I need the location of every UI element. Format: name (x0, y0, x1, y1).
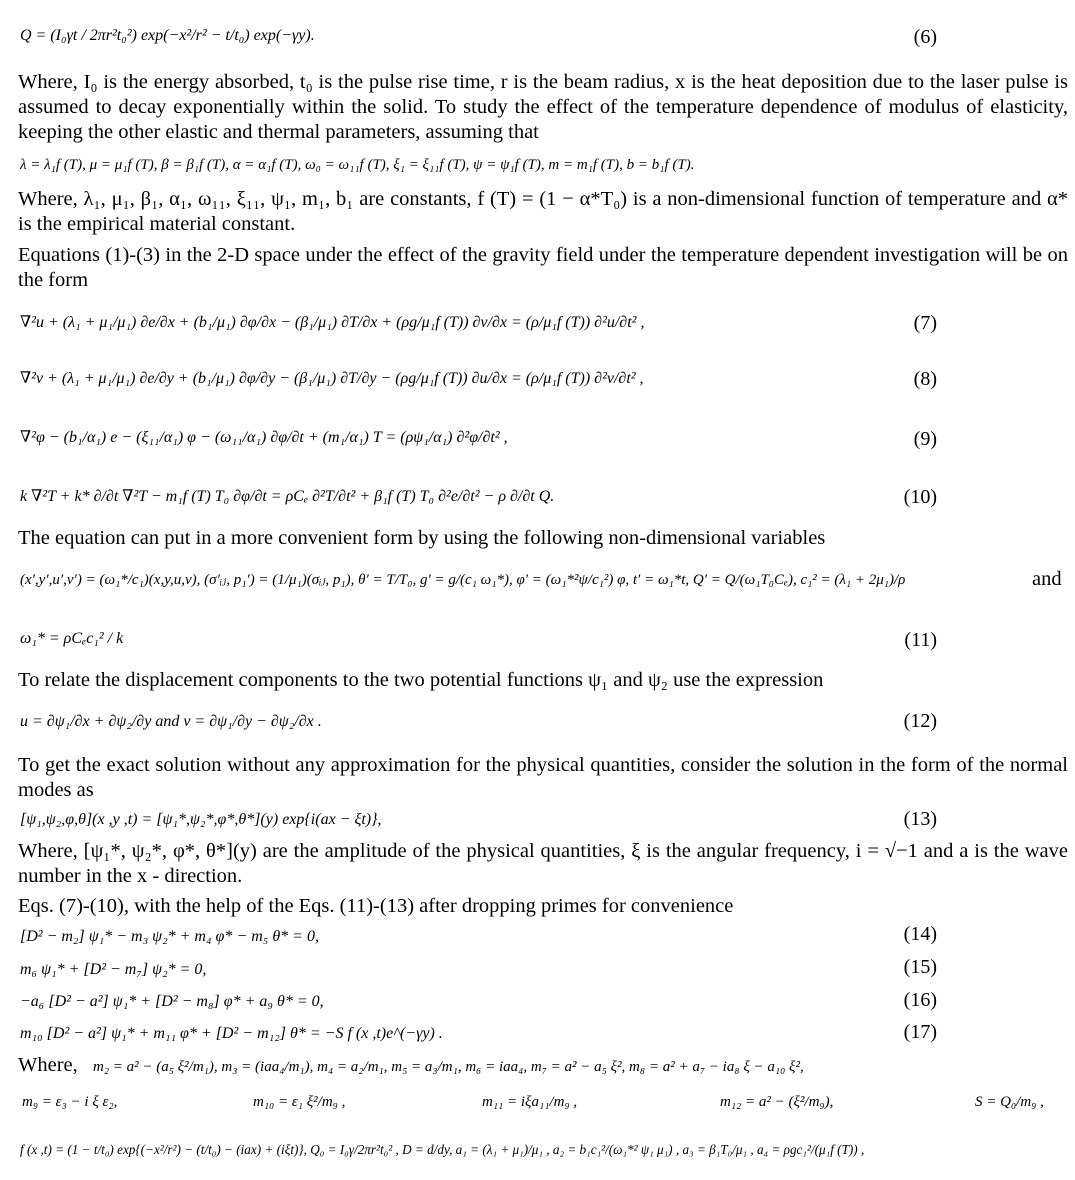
equation-10: k ∇²T + k* ∂/∂t ∇²T − m₁f (T) T₀ ∂φ/∂t = ρCₑ ∂²T/∂t² + β₁f (T) T₀ ∂²e/∂t² − ρ ∂/∂t Q. (20, 488, 555, 505)
equation-number-6: (6) (913, 26, 937, 48)
equation-temperature-dependence: λ = λ₁f (T), μ = μ₁f (T), β = β₁f (T), α = α₁f (T), ω₀ = ω₁₁f (T), ξ₁ = ξ₁₁f (T), ψ = ψ₁f (T), m = m₁f (T), b = b₁f (T). (20, 157, 695, 173)
paragraph-dropping-primes: Eqs. (7)-(10), with the help of the Eqs. (11)-(13) after dropping primes for convenience (18, 895, 734, 917)
definition-s: S = Q₀/m₉ , (975, 1094, 1044, 1110)
paragraph-exact-solution: To get the exact solution without any approximation for the physical quantities, consider the solution in the form of the normal modes as (18, 754, 1068, 801)
equation-7: ∇²u + (λ₁ + μ₁/μ₁) ∂e/∂x + (b₁/μ₁) ∂φ/∂x − (β₁/μ₁) ∂T/∂x + (ρg/μ₁f (T)) ∂v/∂x = (ρ/μ₁f (T)) ∂²u/∂t² , (20, 314, 645, 331)
paragraph-non-dimensional: The equation can put in a more convenient form by using the following non-dimensional variables (18, 527, 826, 549)
equation-15: m₆ ψ₁* + [D² − m₇] ψ₂* = 0, (20, 961, 207, 978)
equation-11-omega: ω₁* = ρCₑc₁² / k (20, 630, 124, 647)
equation-number-17: (17) (903, 1021, 937, 1043)
equation-17: m₁₀ [D² − a²] ψ₁* + m₁₁ φ* + [D² − m₁₂] θ* = −S f (x ,t)e^(−γy) . (20, 1025, 443, 1042)
definition-m9: m₉ = ε₃ − i ξ ε₂, (22, 1094, 118, 1110)
equation-number-11: (11) (904, 629, 937, 651)
paragraph-where-energy: Where, I₀ is the energy absorbed, t₀ is the pulse rise time, r is the beam radius, x is the heat deposition due to the laser pulse is assumed to decay exponentially within the solid. To study the effect of the temperature dependence of modulus of elasticity, keeping the other elastic and thermal parameters, assuming that (18, 71, 1068, 143)
equation-12: u = ∂ψ₁/∂x + ∂ψ₂/∂y and v = ∂ψ₁/∂y − ∂ψ₂/∂x . (20, 713, 322, 730)
paragraph-where-constants: Where, λ₁, μ₁, β₁, α₁, ω₁₁, ξ₁₁, ψ₁, m₁, b₁ are constants, f (T) = (1 − α*T₀) is a non-dimensional function of temperature and α* is the empirical material constant. (18, 188, 1068, 235)
equation-number-9: (9) (913, 428, 937, 450)
equation-8: ∇²v + (λ₁ + μ₁/μ₁) ∂e/∂y + (b₁/μ₁) ∂φ/∂y − (β₁/μ₁) ∂T/∂y − (ρg/μ₁f (T)) ∂u/∂x = (ρ/μ₁f (T)) ∂²v/∂t² , (20, 370, 644, 387)
equation-number-12: (12) (903, 710, 937, 732)
equation-13: [ψ₁,ψ₂,φ,θ](x ,y ,t) = [ψ₁*,ψ₂*,φ*,θ*](y) exp{i(ax − ξt)}, (20, 811, 382, 828)
paragraph-equations-2d: Equations (1)-(3) in the 2-D space under the effect of the gravity field under the temperature dependent investigation will be on the form (18, 244, 1068, 291)
definitions-row-1: m₂ = a² − (a₅ ξ²/m₁), m₃ = (iaa₄/m₁), m₄ = a₂/m₁, m₅ = a₃/m₁, m₆ = iaa₄, m₇ = a² − a₅ ξ², m₈ = a² + a₇ − ia₈ ξ − a₁₀ ξ², (93, 1059, 804, 1075)
definition-m11: m₁₁ = iξa₁₁/m₉ , (482, 1094, 578, 1110)
equation-number-15: (15) (903, 956, 937, 978)
equation-16: −a₆ [D² − a²] ψ₁* + [D² − m₈] φ* + a₉ θ* = 0, (20, 993, 324, 1010)
equation-number-16: (16) (903, 989, 937, 1011)
equation-14: [D² − m₂] ψ₁* − m₃ ψ₂* + m₄ φ* − m₅ θ* = 0, (20, 928, 319, 945)
equation-11-and: and (1032, 568, 1062, 590)
equation-number-7: (7) (913, 312, 937, 334)
equation-11-variables: (x′,y′,u′,v′) = (ω₁*/c₁)(x,y,u,v), (σ′ᵢⱼ, p₁′) = (1/μ₁)(σᵢⱼ, p₁), θ′ = T/T₀, g′ = g/(c₁ ω₁*), φ′ = (ω₁*²ψ/c₁²) φ, t′ = ω₁*t, Q′ = Q/(ω₁T₀Cₑ), c₁² = (λ₁ + 2μ₁)/ρ (20, 572, 906, 588)
equation-number-10: (10) (903, 486, 937, 508)
paragraph-potential-functions: To relate the displacement components to the two potential functions ψ₁ and ψ₂ use the expression (18, 669, 824, 691)
equation-6: Q = (I₀γt / 2πr²t₀²) exp(−x²/r² − t/t₀) exp(−γy). (20, 27, 315, 44)
equation-9: ∇²φ − (b₁/α₁) e − (ξ₁₁/α₁) φ − (ω₁₁/α₁) ∂φ/∂t + (m₁/α₁) T = (ρψ₁/α₁) ∂²φ/∂t² , (20, 429, 508, 446)
definitions-row-3: f (x ,t) = (1 − t/t₀) exp{(−x²/r²) − (t/t₀) − (iax) + (iξt)}, Q₀ = I₀γ/2πr²t₀² , D = d/dy, a₁ = (λ₁ + μ₁)/μ₁ , a₂ = b₁c₁²/(ω₁*² ψ₁ μ₁) , a₃ = β₁T₀/μ₁ , a₄ = ρgc₁²/(μ₁f (T)) , (20, 1142, 865, 1157)
definition-m12: m₁₂ = a² − (ξ²/m₉), (720, 1094, 834, 1110)
equation-number-8: (8) (913, 368, 937, 390)
equation-number-13: (13) (903, 808, 937, 830)
paragraph-where-definitions: Where, (18, 1054, 78, 1076)
definition-m10: m₁₀ = ε₁ ξ²/m₉ , (253, 1094, 346, 1110)
equation-number-14: (14) (903, 923, 937, 945)
paragraph-amplitude: Where, [ψ₁*, ψ₂*, φ*, θ*](y) are the amplitude of the physical quantities, ξ is the angular frequency, i = √−1 and a is the wave number in the x - direction. (18, 840, 1068, 887)
